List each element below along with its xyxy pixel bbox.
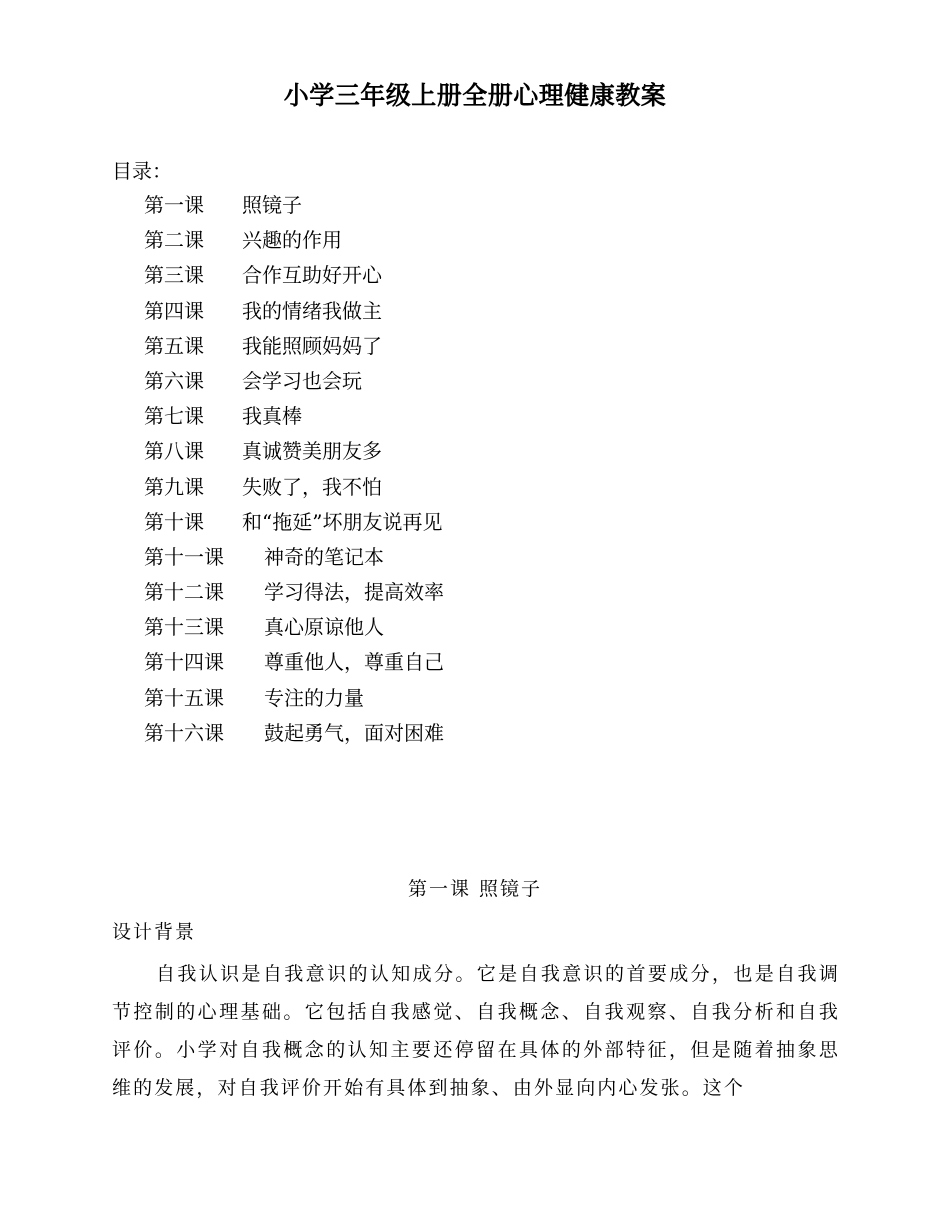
toc-item — [144, 645, 444, 680]
toc-lesson-number: 第五课 — [144, 333, 204, 358]
document-title: 小学三年级上册全册心理健康教案 — [283, 81, 667, 110]
toc-lesson-number: 第一课 — [144, 193, 204, 217]
toc-lesson-title: 和“拖延”坏朋友说再见 — [242, 509, 443, 534]
toc-lesson-number: 第十五课 — [144, 685, 224, 710]
toc-item — [144, 188, 444, 223]
toc-lesson-title: 鼓起勇气，面对困难 — [264, 720, 444, 745]
toc-lesson-number: 第十课 — [144, 509, 204, 534]
toc-item — [144, 540, 444, 575]
toc-lesson-number: 第四课 — [144, 298, 204, 323]
section-heading: 设计背景 — [112, 921, 197, 943]
toc-lesson-title: 学习得法，提高效率 — [264, 580, 444, 605]
toc-lesson-title: 真心原谅他人 — [264, 615, 384, 640]
toc-lesson-number: 第六课 — [144, 368, 204, 393]
toc-item — [144, 399, 444, 434]
toc-item — [144, 681, 444, 716]
toc-lesson-title: 真诚赞美朋友多 — [242, 439, 382, 464]
toc-item — [144, 434, 444, 469]
toc-item — [144, 329, 444, 364]
toc-lesson-title: 失败了，我不怕 — [242, 474, 382, 499]
toc-item — [144, 505, 444, 540]
toc-lesson-title: 神奇的笔记本 — [264, 544, 384, 569]
toc-item — [144, 294, 444, 329]
toc-lesson-number: 第十一课 — [144, 544, 224, 569]
toc-item — [144, 470, 444, 505]
toc-heading: 目录： — [112, 159, 172, 183]
table-of-contents — [144, 188, 444, 751]
toc-lesson-title: 我能照顾妈妈了 — [242, 333, 382, 358]
toc-lesson-number: 第十三课 — [144, 615, 224, 640]
toc-lesson-title: 会学习也会玩 — [242, 368, 362, 393]
toc-lesson-number: 第二课 — [144, 228, 204, 253]
toc-lesson-number: 第九课 — [144, 474, 204, 499]
toc-lesson-number: 第八课 — [144, 439, 204, 464]
toc-item — [144, 610, 444, 645]
toc-lesson-number: 第十四课 — [144, 650, 224, 675]
toc-lesson-title: 专注的力量 — [264, 685, 364, 710]
toc-lesson-title: 我真棒 — [242, 404, 302, 429]
toc-item — [144, 575, 444, 610]
toc-lesson-title: 尊重他人，尊重自己 — [264, 650, 444, 675]
lesson-title: 第一课 照镜子 — [407, 878, 543, 900]
body-paragraph: 自我认识是自我意识的认知成分。它是自我意识的首要成分，也是自我调节控制的心理基础。它包括自我感觉、自我概念、自我观察、自我分析和自我评价。小学对自我概念的认知主要还停留在具体的外部特征，但是随着抽象思维的发展，对自我评价开始有具体到抽象、由外显向内心发张。这个 — [112, 963, 840, 1099]
toc-item — [144, 258, 444, 293]
toc-lesson-title: 合作互助好开心 — [242, 263, 382, 288]
toc-lesson-title: 兴趣的作用 — [242, 228, 342, 253]
toc-item — [144, 716, 444, 751]
toc-lesson-number: 第七课 — [144, 404, 204, 429]
toc-lesson-title: 照镜子 — [242, 193, 302, 217]
toc-lesson-number: 第三课 — [144, 263, 204, 288]
toc-lesson-number: 第十二课 — [144, 580, 224, 605]
toc-item — [144, 223, 444, 258]
toc-lesson-title: 我的情绪我做主 — [242, 298, 382, 323]
toc-lesson-number: 第十六课 — [144, 720, 224, 745]
toc-item — [144, 364, 444, 399]
